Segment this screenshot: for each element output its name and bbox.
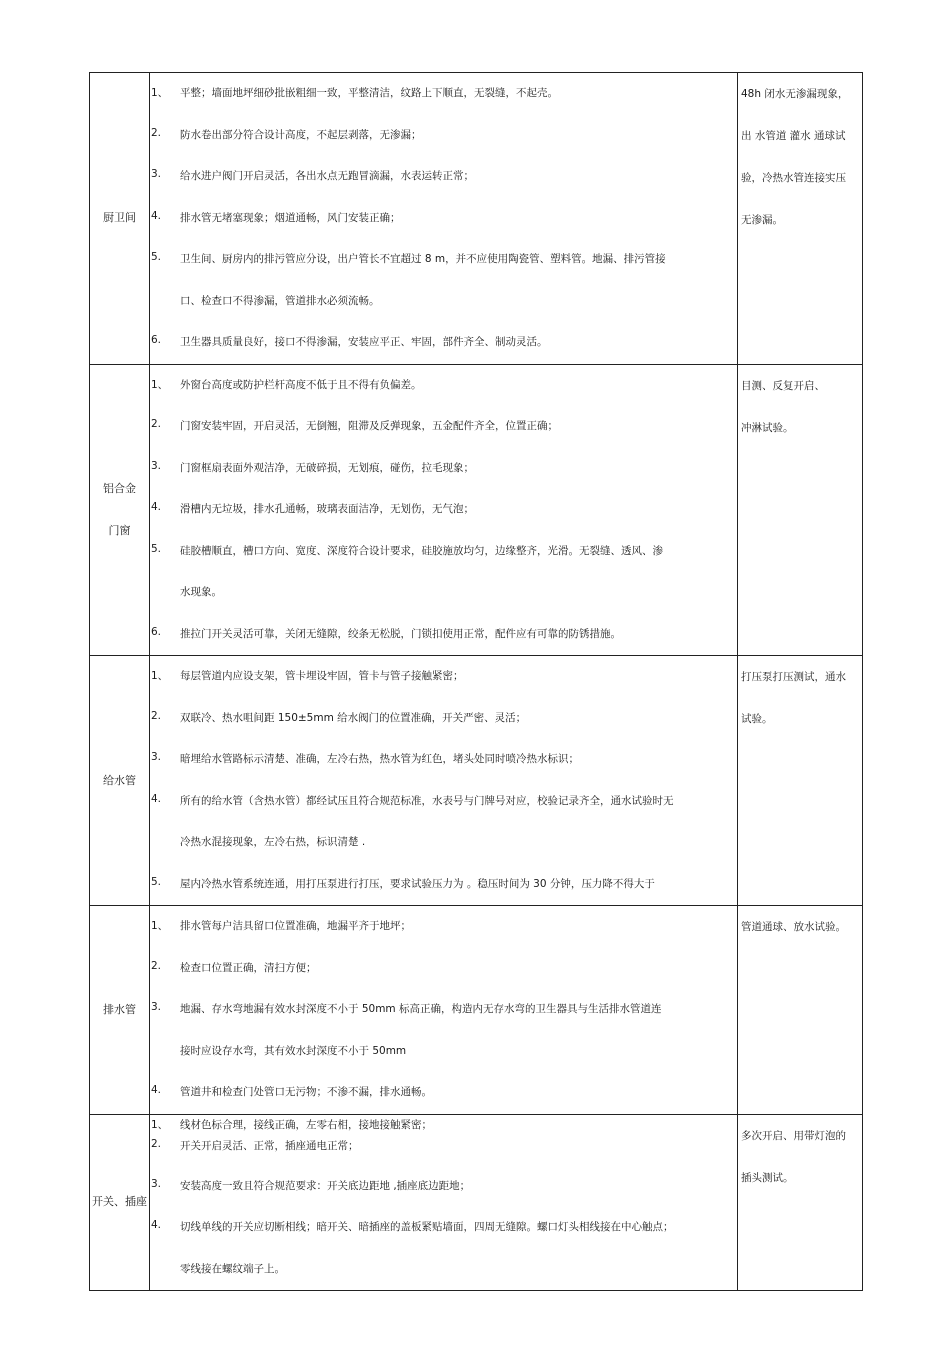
list-item <box>150 656 737 698</box>
table-row <box>90 1114 863 1291</box>
list-item <box>150 1072 737 1114</box>
list-item <box>150 322 737 364</box>
item-text: 双联冷、热水咀间距 150±5mm 给水阀门的位置准确，开关严密、灵活； <box>180 711 527 724</box>
list-item <box>150 489 737 531</box>
list-item-continuation <box>150 1031 737 1073</box>
check-method-line: 验，冷热水管连接实压 <box>741 172 846 184</box>
requirements-cell <box>150 656 738 906</box>
item-text: 推拉门开关灵活可靠，关闭无缝隙，绞条无松脱，门锁扣使用正常，配件应有可靠的防锈措施。 <box>180 627 621 640</box>
list-item <box>150 156 737 198</box>
item-text: 口、检查口不得渗漏，管道排水必须流畅。 <box>180 294 380 307</box>
item-text: 冷热水混接现象，左冷右热，标识清楚 . <box>180 836 366 848</box>
item-number: 1、 <box>151 920 169 932</box>
item-number: 1、 <box>151 1118 169 1131</box>
item-number: 6. <box>151 625 162 638</box>
item-number: 2. <box>151 126 162 139</box>
list-item <box>150 948 737 990</box>
item-text: 地漏、存水弯地漏有效水封深度不小于 50mm 标高正确，构造内无存水弯的卫生器具与生活排水管道连 <box>180 1003 662 1015</box>
check-method-line: 试验。 <box>741 713 773 725</box>
category-label: 排水管 <box>103 1002 136 1016</box>
item-text: 排水管每户洁具留口位置准确，地漏平齐于地坪； <box>180 920 411 932</box>
list-item-continuation <box>150 822 737 864</box>
category-label: 开关、插座 <box>92 1195 147 1209</box>
item-text: 检查口位置正确，清扫方便； <box>180 961 317 974</box>
check-method-line: 多次开启、用带灯泡的 <box>741 1129 846 1142</box>
check-method-line: 打压泵打压测试，通水 <box>741 671 846 683</box>
list-item <box>150 73 737 115</box>
check-method-line: 目测、反复开启、 <box>741 379 825 392</box>
item-number: 3. <box>151 168 162 180</box>
item-number: 2. <box>151 418 162 430</box>
item-text: 排水管无堵塞现象；烟道通畅，风门安装正确； <box>180 211 401 224</box>
check-method-cell <box>738 656 863 906</box>
item-number: 2. <box>151 1137 162 1150</box>
list-item-continuation <box>150 1249 737 1291</box>
item-number: 4. <box>151 1084 162 1096</box>
item-number: 4. <box>151 1219 162 1231</box>
list-item <box>150 1136 737 1166</box>
item-text: 接时应设存水弯，其有效水封深度不小于 50mm <box>180 1044 407 1057</box>
item-number: 4. <box>151 792 162 805</box>
item-text: 每层管道内应设支架，管卡埋设牢固，管卡与管子接触紧密； <box>180 670 464 682</box>
item-number: 2. <box>151 709 162 722</box>
item-text: 零线接在螺纹端子上。 <box>180 1262 285 1275</box>
item-number: 4. <box>151 501 162 513</box>
item-text: 安装高度一致且符合规范要求：开关底边距地 ,插座底边距地； <box>180 1179 471 1192</box>
item-text: 外窗台高度或防护栏杆高度不低于且不得有负偏差。 <box>180 378 422 391</box>
list-item <box>150 365 737 407</box>
category-label: 铝合金门窗 <box>103 481 136 537</box>
check-method-line: 冲淋试验。 <box>741 421 794 434</box>
category-label: 给水管 <box>103 773 136 787</box>
list-item <box>150 739 737 781</box>
category-cell <box>90 1114 150 1291</box>
requirements-cell <box>150 906 738 1115</box>
list-item <box>150 781 737 823</box>
check-method-cell <box>738 73 863 365</box>
list-item <box>150 531 737 573</box>
item-number: 4. <box>151 209 162 222</box>
item-number: 3. <box>151 1177 162 1190</box>
category-label: 厨卫间 <box>103 211 136 225</box>
item-text: 滑槽内无垃圾，排水孔通畅，玻璃表面洁净，无划伤，无气泡； <box>180 503 474 515</box>
item-text: 切线单线的开关应切断相线；暗开关、暗插座的盖板紧贴墙面，四周无缝隙。螺口灯头相线接在中心触点； <box>180 1221 674 1233</box>
list-item <box>150 698 737 740</box>
category-cell <box>90 656 150 906</box>
list-item <box>150 1115 737 1136</box>
category-cell <box>90 73 150 365</box>
check-method-line: 管道通球、放水试验。 <box>741 921 846 933</box>
list-item <box>150 1166 737 1208</box>
item-number: 5. <box>151 251 162 263</box>
list-item <box>150 906 737 948</box>
table-row <box>90 364 863 656</box>
item-number: 3. <box>151 751 162 763</box>
item-text: 管道井和检查门处管口无污物；不渗不漏，排水通畅。 <box>180 1086 432 1098</box>
list-item <box>150 1207 737 1249</box>
list-item <box>150 198 737 240</box>
item-text: 水现象。 <box>180 586 222 598</box>
item-text: 屋内冷热水管系统连通，用打压泵进行打压，要求试验压力为 。稳压时间为 30 分钟，压力降不得大于 <box>180 877 655 890</box>
item-text: 开关开启灵活、正常，插座通电正常； <box>180 1139 359 1152</box>
check-method-cell <box>738 906 863 1115</box>
table-row <box>90 73 863 365</box>
list-item <box>150 864 737 906</box>
check-method-line: 插头测试。 <box>741 1171 794 1184</box>
item-number: 2. <box>151 959 162 972</box>
item-text: 线材色标合理，接线正确，左零右相，接地接触紧密； <box>180 1118 432 1131</box>
requirements-cell <box>150 1114 738 1291</box>
list-item <box>150 448 737 490</box>
item-text: 门窗框扇表面外观洁净，无破碎损，无划痕，碰伤，拉毛现象； <box>180 461 474 474</box>
check-method-line: 出 水管道 灌水 通球试 <box>741 130 846 142</box>
item-text: 给水进户阀门开启灵活，各出水点无跑冒滴漏，水表运转正常； <box>180 170 474 182</box>
item-text: 门窗安装牢固，开启灵活，无倒翘，阻滞及反弹现象，五金配件齐全，位置正确； <box>180 420 558 432</box>
requirements-cell <box>150 73 738 365</box>
item-text: 卫生间、厨房内的排污管应分设，出户管长不宜超过 8 m，并不应使用陶瓷管、塑料管。地漏、排污管接 <box>180 253 666 265</box>
list-item <box>150 989 737 1031</box>
item-text: 暗埋给水管路标示清楚、准确，左冷右热，热水管为红色，堵头处同时喷冷热水标识； <box>180 753 579 765</box>
check-method-cell <box>738 364 863 656</box>
check-method-cell <box>738 1114 863 1291</box>
list-item-continuation <box>150 572 737 614</box>
item-number: 3. <box>151 459 162 472</box>
inspection-table <box>89 72 863 1291</box>
table-row <box>90 656 863 906</box>
item-text: 平整；墙面地坪细砂批嵌粗细一致，平整清洁，纹路上下顺直，无裂缝，不起壳。 <box>180 87 558 99</box>
check-method-line: 无渗漏。 <box>741 214 783 226</box>
table-row <box>90 906 863 1115</box>
item-number: 5. <box>151 875 162 888</box>
item-number: 1、 <box>151 87 169 99</box>
list-item <box>150 115 737 157</box>
category-cell <box>90 906 150 1115</box>
category-cell <box>90 364 150 656</box>
item-text: 硅胶槽顺直，槽口方向、宽度、深度符合设计要求，硅胶施放均匀，边缘整齐，光滑。无裂缝、透风、渗 <box>180 544 663 557</box>
item-number: 5. <box>151 542 162 555</box>
item-text: 所有的给水管（含热水管）都经试压且符合规范标准，水表号与门牌号对应，校验记录齐全，通水试验时无 <box>180 794 674 807</box>
item-number: 1、 <box>151 670 169 682</box>
list-item <box>150 406 737 448</box>
list-item-continuation <box>150 281 737 323</box>
list-item <box>150 614 737 656</box>
item-number: 6. <box>151 334 162 346</box>
item-text: 卫生器具质量良好，接口不得渗漏，安装应平正、牢固，部件齐全、制动灵活。 <box>180 336 548 348</box>
item-number: 3. <box>151 1001 162 1013</box>
item-number: 1、 <box>151 378 169 391</box>
check-method-line: 48h 闭水无渗漏现象， <box>741 88 849 100</box>
item-text: 防水卷出部分符合设计高度，不起层剥落，无渗漏； <box>180 128 422 141</box>
list-item <box>150 239 737 281</box>
requirements-cell <box>150 364 738 656</box>
